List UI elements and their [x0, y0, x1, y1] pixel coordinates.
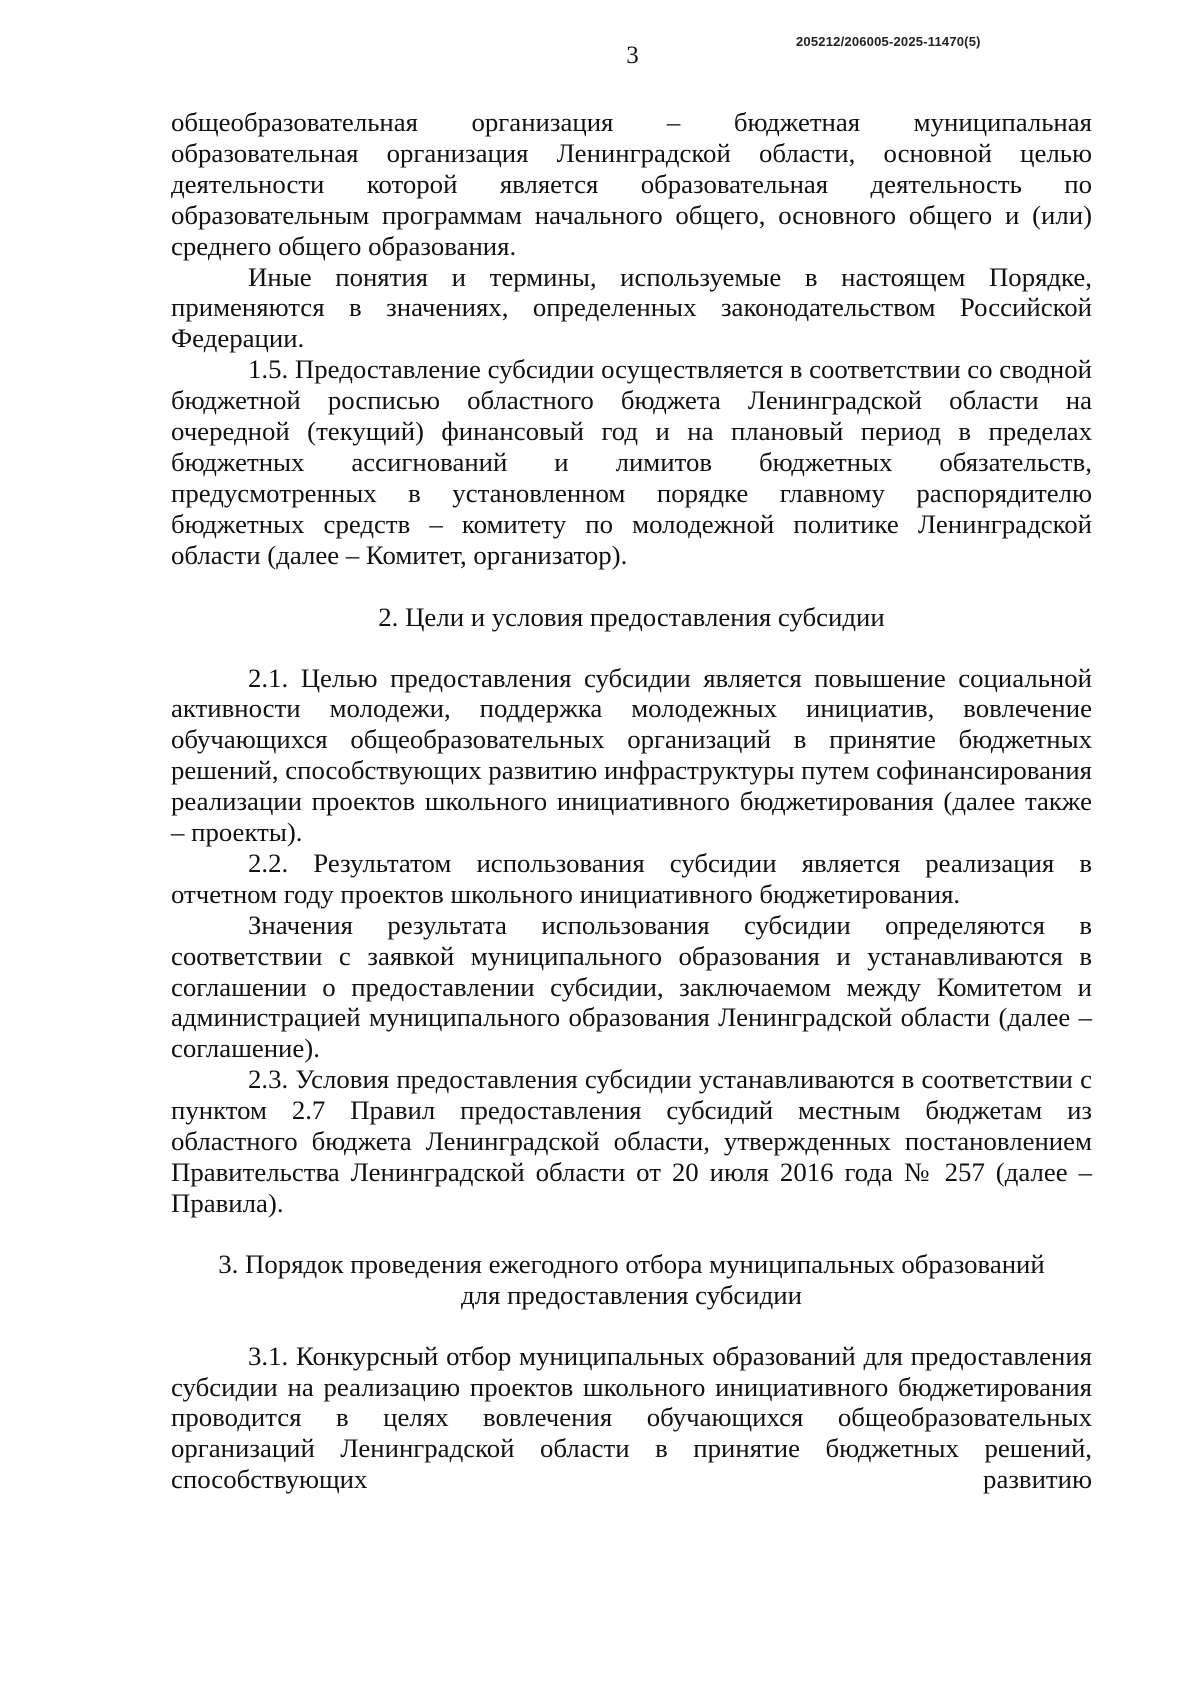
section-3-heading-line-2: для предоставления субсидии	[461, 1279, 802, 1310]
section-3-heading	[171, 1249, 1092, 1311]
paragraph-definition-continued: общеобразовательная организация – бюджетная муниципальная образовательная организация Ленинградской области, основной целью деятельности которой является образовательная деятельность по образовательным программам начального общего, основного общего и (или) среднего общего образования.	[171, 107, 1092, 261]
paragraph-2-1: 2.1. Целью предоставления субсидии является повышение социальной активности молодежи, поддержка молодежных инициатив, вовлечение обучающихся общеобразовательных организаций в принятие бюджетных решений, способствующих развитию инфраструктуры путем софинансирования реализации проектов школьного инициативного бюджетирования (далее также – проекты).	[171, 662, 1092, 848]
paragraph-1-5: 1.5. Предоставление субсидии осуществляется в соответствии со сводной бюджетной росписью областного бюджета Ленинградской области на очередной (текущий) финансовый год и на плановый период в пределах бюджетных ассигнований и лимитов бюджетных обязательств, предусмотренных в установленном порядке главному распорядителю бюджетных средств – комитету по молодежной политике Ленинградской области (далее – Комитет, организатор).	[171, 354, 1092, 570]
document-registration-number: 205212/206005-2025-11470(5)	[796, 34, 981, 49]
paragraph-2-3: 2.3. Условия предоставления субсидии устанавливаются в соответствии с пунктом 2.7 Правил предоставления субсидий местным бюджетам из областного бюджета Ленинградской области, утвержденных постановлением Правительства Ленинградской области от 20 июля 2016 года № 257 (далее – Правила).	[171, 1064, 1092, 1218]
section-2-heading: 2. Цели и условия предоставления субсидии	[378, 601, 885, 632]
paragraph-other-terms: Иные понятия и термины, используемые в настоящем Порядке, применяются в значениях, определенных законодательством Российской Федерации.	[171, 261, 1092, 354]
page-number: 3	[626, 42, 639, 69]
paragraph-3-1: 3.1. Конкурсный отбор муниципальных образований для предоставления субсидии на реализацию проектов школьного инициативного бюджетирования проводится в целях вовлечения обучающихся общеобразовательных организаций Ленинградской области в принятие бюджетных решений, способствующих развитию	[171, 1340, 1092, 1495]
document-body	[171, 107, 1092, 1495]
paragraph-2-2: 2.2. Результатом использования субсидии является реализация в отчетном году проектов школьного инициативного бюджетирования.	[171, 847, 1092, 909]
paragraph-result-values: Значения результата использования субсидии определяются в соответствии с заявкой муниципального образования и устанавливаются в соглашении о предоставлении субсидии, заключаемом между Комитетом и администрацией муниципального образования Ленинградской области (далее – соглашение).	[171, 909, 1092, 1064]
section-3-heading-line-1: 3. Порядок проведения ежегодного отбора муниципальных образований	[218, 1248, 1045, 1279]
